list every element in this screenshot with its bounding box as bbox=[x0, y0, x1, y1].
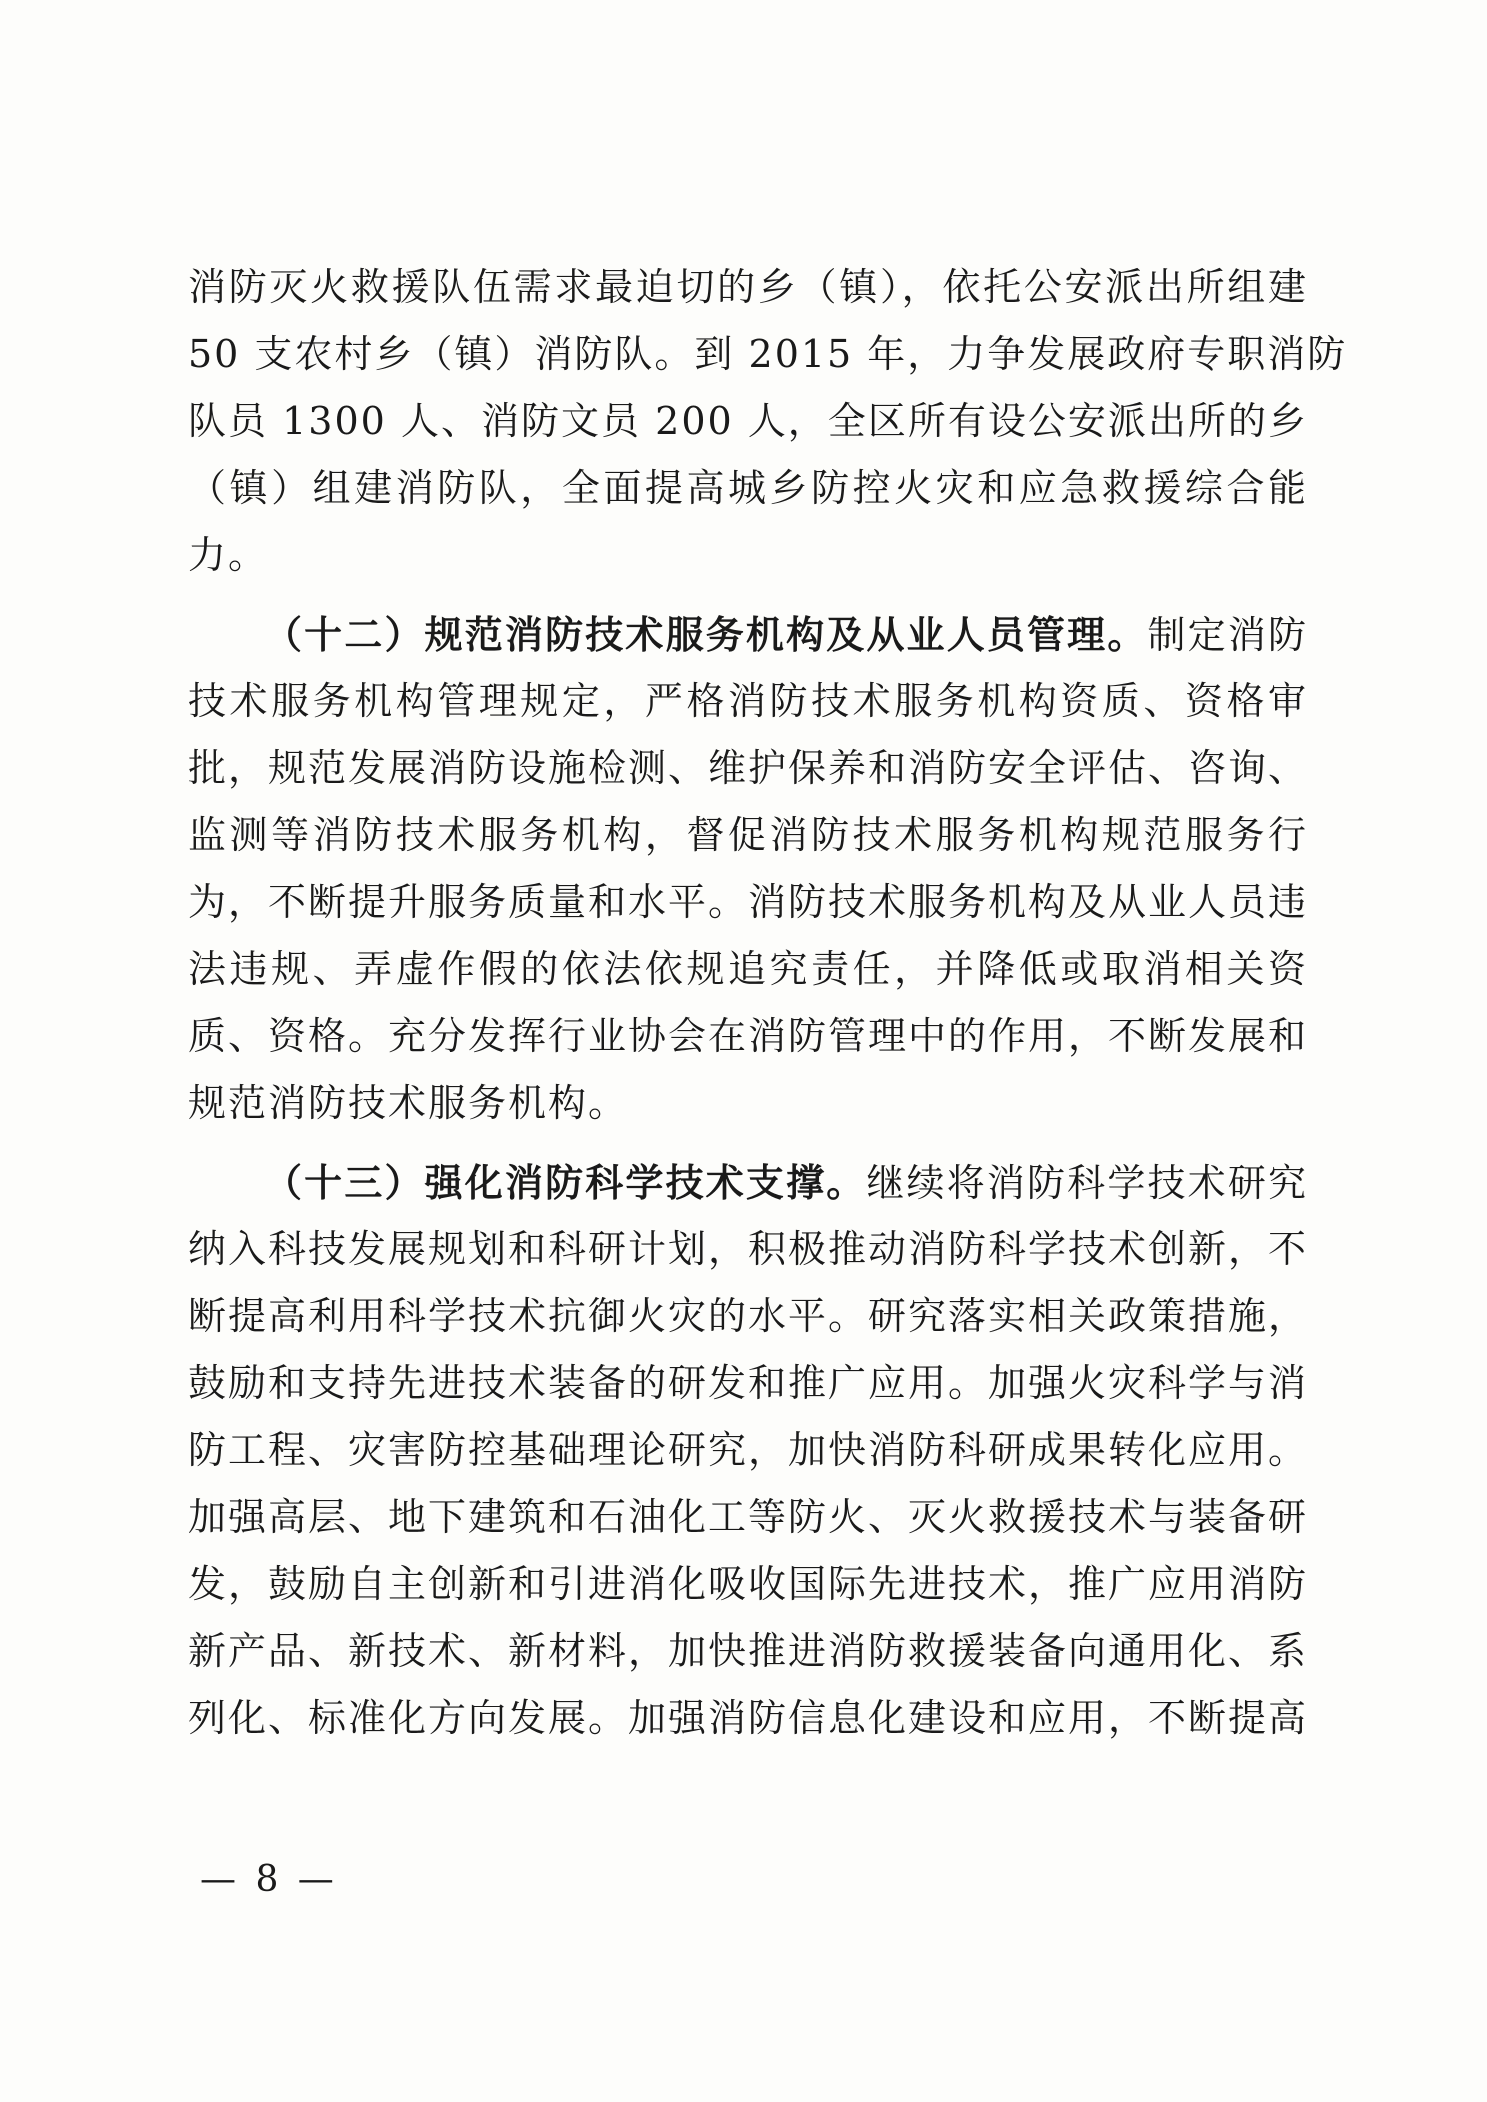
paragraph-2 bbox=[188, 601, 1308, 1137]
section-heading: （十二）规范消防技术服务机构及从业人员管理。 bbox=[264, 612, 1148, 657]
text-line: 列化、标准化方向发展。加强消防信息化建设和应用，不断提高 bbox=[188, 1696, 1309, 1740]
section-heading: （十三）强化消防科学技术支撑。 bbox=[264, 1160, 867, 1205]
text-line: 断提高利用科学技术抗御火灾的水平。研究落实相关政策措施， bbox=[188, 1294, 1309, 1338]
heading-rest: 制定消防 bbox=[1147, 613, 1308, 657]
text-line-first bbox=[188, 1149, 1308, 1216]
text-line: 技术服务机构管理规定，严格消防技术服务机构资质、资格审 bbox=[188, 679, 1308, 723]
paragraph-3 bbox=[188, 1149, 1308, 1752]
text-line: 监测等消防技术服务机构，督促消防技术服务机构规范服务行 bbox=[188, 813, 1308, 857]
paragraph-1 bbox=[188, 254, 1348, 589]
text-line: 为，不断提升服务质量和水平。消防技术服务机构及从业人员违 bbox=[188, 880, 1309, 924]
text-line: 队员 1300 人、消防文员 200 人，全区所有设公安派出所的乡 bbox=[188, 399, 1308, 443]
text-line: 法违规、弄虚作假的依法依规追究责任，并降低或取消相关资 bbox=[188, 947, 1308, 991]
text-line: 纳入科技发展规划和科研计划，积极推动消防科学技术创新，不 bbox=[188, 1227, 1309, 1271]
heading-rest: 继续将消防科学技术研究 bbox=[866, 1161, 1308, 1205]
text-line: 批，规范发展消防设施检测、维护保养和消防安全评估、咨询、 bbox=[188, 746, 1309, 790]
text-line: 加强高层、地下建筑和石油化工等防火、灭火救援技术与装备研 bbox=[188, 1495, 1309, 1539]
text-line: 防工程、灾害防控基础理论研究，加快消防科研成果转化应用。 bbox=[188, 1428, 1309, 1472]
text-line: 发，鼓励自主创新和引进消化吸收国际先进技术，推广应用消防 bbox=[188, 1562, 1309, 1606]
text-line: 质、资格。充分发挥行业协会在消防管理中的作用，不断发展和 bbox=[188, 1014, 1309, 1058]
body-text bbox=[188, 254, 1348, 1752]
text-line: 鼓励和支持先进技术装备的研发和推广应用。加强火灾科学与消 bbox=[188, 1361, 1309, 1405]
text-line: 消防灭火救援队伍需求最迫切的乡（镇），依托公安派出所组建 bbox=[188, 265, 1308, 309]
text-line: 新产品、新技术、新材料，加快推进消防救援装备向通用化、系 bbox=[188, 1629, 1309, 1673]
text-line: 50 支农村乡（镇）消防队。到 2015 年，力争发展政府专职消防 bbox=[188, 332, 1348, 376]
text-line: 力。 bbox=[188, 533, 269, 577]
page-number: — 8 — bbox=[200, 1859, 338, 1900]
text-line: 规范消防技术服务机构。 bbox=[188, 1081, 629, 1125]
text-line: （镇）组建消防队，全面提高城乡防控火灾和应急救援综合能 bbox=[188, 466, 1308, 510]
text-line-first bbox=[188, 601, 1308, 668]
